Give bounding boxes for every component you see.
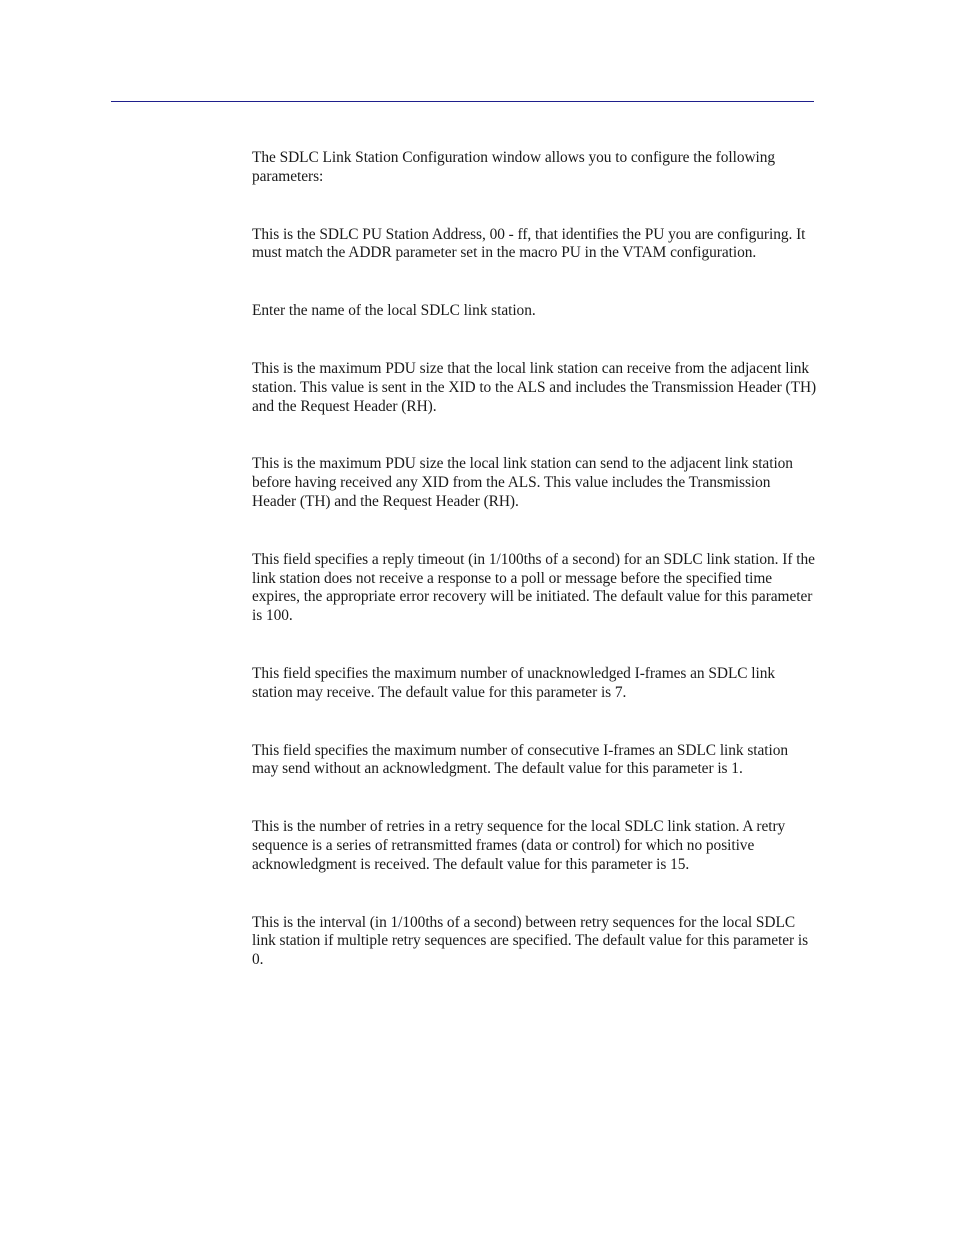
param-max-send-pdu-description: This is the maximum PDU size the local link station can send to the adjacent link station before having received any XID from the ALS. This value includes the Transmission Header (TH) and the Request Header (RH). — [252, 455, 793, 510]
header-rule — [111, 101, 814, 102]
param-reply-timeout-description: This field specifies a reply timeout (in 1/100ths of a second) for an SDLC link station. If the link station does not receive a response to a poll or message before the specified time expires, the appropriate error recovery will be initiated. The default value for this parameter is 100. — [252, 550, 815, 625]
param-max-send-iframes-description: This field specifies the maximum number of consecutive I-frames an SDLC link station may send without an acknowledgment. The default value for this parameter is 1. — [252, 741, 789, 778]
param-station-address-description: This is the SDLC PU Station Address, 00 - ff, that identifies the PU you are configuring. It must match the ADDR parameter set in the macro PU in the VTAM configuration. — [252, 225, 806, 262]
param-max-receive-iframes-description: This field specifies the maximum number of unacknowledged I-frames an SDLC link station may receive. The default value for this parameter is 7. — [252, 664, 776, 701]
param-retry-count-description: This is the number of retries in a retry sequence for the local SDLC link station. A retry sequence is a series of retransmitted frames (data or control) for which no positive acknowledgment is received. The default value for this parameter is 15. — [252, 818, 786, 873]
param-retry-interval-description: This is the interval (in 1/100ths of a second) between retry sequences for the local SDLC link station if multiple retry sequences are specified. The default value for this parameter is 0. — [252, 913, 809, 969]
document-body — [252, 149, 817, 1009]
param-max-receive-pdu-description: This is the maximum PDU size that the local link station can receive from the adjacent link station. This value is sent in the XID to the ALS and includes the Transmission Header (TH) and the Request Header (RH). — [252, 359, 817, 415]
param-link-station-name-description: Enter the name of the local SDLC link station. — [252, 302, 536, 320]
intro-paragraph: The SDLC Link Station Configuration window allows you to configure the following parameters: — [252, 149, 776, 185]
